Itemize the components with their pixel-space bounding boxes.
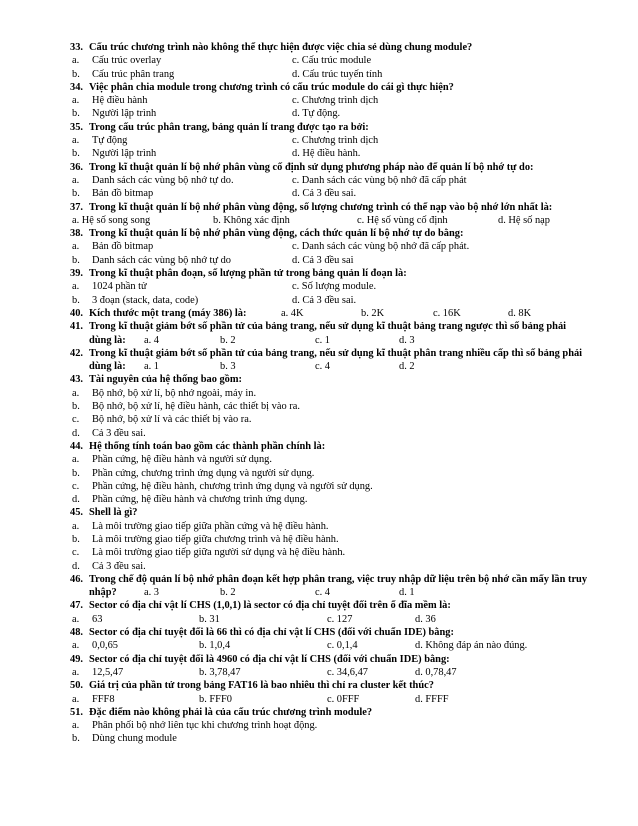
question-heading bbox=[70, 320, 590, 333]
option-text: Tự động bbox=[92, 135, 128, 147]
option-a: a. 1 bbox=[144, 361, 160, 373]
question-text: Trong kĩ thuật giảm bớt số phần tử của bảng trang, nếu sử dụng kĩ thuật phân trang nhiều cấp thì số bảng phải bbox=[89, 347, 583, 359]
option-row bbox=[70, 546, 590, 559]
question-heading bbox=[70, 679, 590, 692]
option-letter: b. bbox=[72, 467, 80, 479]
option-text-right: c. Chương trình dịch bbox=[292, 95, 379, 107]
question-text: Sector có địa chỉ tuyệt đối là 4960 có địa chỉ vật lí CHS (đối với chuẩn IDE) bằng: bbox=[89, 653, 450, 665]
option-text-right: c. Danh sách các vùng bộ nhớ đã cấp phát bbox=[292, 174, 467, 186]
option-row bbox=[70, 54, 590, 67]
option-row bbox=[70, 732, 590, 745]
option-row bbox=[70, 254, 590, 267]
question-text: Cấu trúc chương trình nào không thể thực hiện được việc chia sẻ dùng chung module? bbox=[89, 42, 473, 53]
question-heading bbox=[70, 81, 590, 94]
option-text: Cấu trúc overlay bbox=[92, 55, 162, 67]
option-d: d. 2 bbox=[399, 361, 415, 373]
option-letter: a. bbox=[72, 281, 80, 293]
option-row bbox=[70, 453, 590, 466]
option-part: c. 0,1,4 bbox=[327, 640, 358, 652]
option-text: Người lập trình bbox=[92, 148, 157, 160]
option-letter: a. bbox=[72, 387, 80, 399]
option-row bbox=[70, 613, 590, 626]
option-part: b. 31 bbox=[199, 613, 220, 625]
option-text-right: c. Số lượng module. bbox=[292, 281, 377, 293]
option-letter: a. bbox=[72, 55, 80, 67]
question-item bbox=[70, 307, 590, 320]
option-b: b. Không xác định bbox=[213, 214, 290, 226]
question-item bbox=[70, 573, 590, 600]
option-letter: b. bbox=[72, 188, 80, 200]
question-number: 48. bbox=[70, 627, 83, 639]
option-text: Bộ nhớ, bộ xử lí, hệ điều hành, các thiết bị vào ra. bbox=[92, 401, 300, 413]
option-text-right: d. Tự động. bbox=[292, 108, 341, 120]
option-part: a. bbox=[72, 640, 80, 652]
option-text-right: c. Danh sách các vùng bộ nhớ đã cấp phát. bbox=[292, 241, 470, 253]
option-letter: a. bbox=[72, 95, 80, 107]
option-part: c. 34,6,47 bbox=[327, 666, 368, 678]
question-continuation bbox=[70, 586, 590, 599]
continuation-text: dùng là: bbox=[89, 361, 126, 373]
question-item bbox=[70, 161, 590, 201]
option-row bbox=[70, 214, 590, 227]
option-c: c. 16K bbox=[433, 307, 461, 319]
question-item bbox=[70, 320, 590, 347]
option-row bbox=[70, 68, 590, 81]
option-text: Là môi trường giao tiếp giữa người sử dụng và hệ điều hành. bbox=[92, 547, 346, 559]
question-heading bbox=[70, 573, 590, 586]
option-text: Người lập trình bbox=[92, 108, 157, 120]
question-heading bbox=[70, 626, 590, 639]
question-text: Việc phân chia module trong chương trình có cấu trúc module do cái gì thực hiện? bbox=[89, 81, 454, 93]
option-letter: a. bbox=[72, 174, 80, 186]
question-heading bbox=[70, 227, 590, 240]
option-part: d. 0,78,47 bbox=[415, 666, 457, 678]
question-number: 36. bbox=[70, 161, 83, 173]
option-text-right: d. Hệ điều hành. bbox=[292, 148, 361, 160]
option-text-right: c. Cấu trúc module bbox=[292, 55, 372, 67]
option-row bbox=[70, 94, 590, 107]
question-heading bbox=[70, 653, 590, 666]
option-part: FFF8 bbox=[92, 693, 115, 705]
question-item bbox=[70, 506, 590, 572]
question-number: 42. bbox=[70, 347, 83, 359]
question-number: 33. bbox=[70, 42, 83, 53]
question-item bbox=[70, 201, 590, 228]
question-heading bbox=[70, 121, 590, 134]
option-text: Hệ điều hành bbox=[92, 95, 148, 107]
continuation-text: nhập? bbox=[89, 587, 117, 599]
question-item bbox=[70, 599, 590, 626]
option-d: d. 3 bbox=[399, 334, 415, 346]
question-item bbox=[70, 227, 590, 267]
option-text-right: d. Cả 3 đều sai. bbox=[292, 294, 357, 306]
option-letter: a. bbox=[72, 520, 80, 532]
option-text: Bộ nhớ, bộ xử lí và các thiết bị vào ra. bbox=[92, 414, 252, 426]
option-c: c. 4 bbox=[315, 361, 331, 373]
question-text: Hệ thống tính toán bao gồm các thành phần chính là: bbox=[89, 440, 326, 452]
option-letter: a. bbox=[72, 241, 80, 253]
option-d: d. Hệ số nạp bbox=[498, 214, 550, 226]
question-heading bbox=[70, 347, 590, 360]
option-text: Bộ nhớ, bộ xử lí, bộ nhớ ngoài, máy in. bbox=[92, 387, 257, 399]
option-row bbox=[70, 639, 590, 652]
option-c: c. 1 bbox=[315, 334, 331, 346]
question-heading bbox=[70, 161, 590, 174]
question-text: Trong kĩ thuật quản lí bộ nhớ phân vùng động, số lượng chương trình có thể nạp vào bộ nhớ lớn nhất là: bbox=[89, 201, 553, 213]
option-a: a. 4K bbox=[281, 307, 304, 319]
question-item bbox=[70, 706, 590, 746]
question-heading bbox=[70, 373, 590, 386]
option-row bbox=[70, 147, 590, 160]
option-letter: a. bbox=[72, 135, 80, 147]
question-number: 49. bbox=[70, 653, 83, 665]
option-letter: b. bbox=[72, 148, 80, 160]
question-text: Trong kĩ thuật giảm bớt số phần tử của bảng trang, nếu sử dụng kĩ thuật bảng trang ngược thì số bảng phải bbox=[89, 321, 567, 333]
option-letter: d. bbox=[72, 560, 80, 572]
option-row bbox=[70, 666, 590, 679]
question-item bbox=[70, 267, 590, 307]
option-text: Phần cứng, chương trình ứng dụng và người sử dụng. bbox=[92, 467, 315, 479]
option-row bbox=[70, 560, 590, 573]
question-text: Kích thước một trang (máy 386) là: bbox=[89, 307, 247, 319]
option-letter: d. bbox=[72, 427, 80, 439]
option-row bbox=[70, 467, 590, 480]
option-letter: c. bbox=[72, 414, 80, 426]
question-item bbox=[70, 41, 590, 81]
option-row bbox=[70, 480, 590, 493]
question-item bbox=[70, 347, 590, 374]
option-row bbox=[70, 107, 590, 120]
option-row bbox=[70, 413, 590, 426]
option-row bbox=[70, 187, 590, 200]
question-heading bbox=[70, 440, 590, 453]
option-part: 12,5,47 bbox=[92, 666, 124, 678]
option-text: Bản đồ bitmap bbox=[92, 241, 154, 253]
option-row bbox=[70, 693, 590, 706]
option-row bbox=[70, 280, 590, 293]
question-item bbox=[70, 373, 590, 439]
option-text-right: d. Cả 3 đều sai. bbox=[292, 188, 357, 200]
option-b: b. 2 bbox=[220, 334, 236, 346]
question-number: 50. bbox=[70, 680, 83, 692]
question-text: Trong kĩ thuật phân đoạn, số lượng phần tử trong bảng quản lí đoạn là: bbox=[89, 268, 407, 280]
question-text: Sector có địa chỉ tuyệt đối là 66 thì có địa chỉ vật lí CHS (đối với chuẩn IDE) bằng: bbox=[89, 627, 454, 639]
option-part: a. bbox=[72, 693, 80, 705]
option-text: Phần cứng, hệ điều hành và chương trình ứng dụng. bbox=[92, 494, 308, 506]
option-text: Bản đồ bitmap bbox=[92, 188, 154, 200]
question-text: Giá trị của phần tử trong bảng FAT16 là bao nhiêu thì chỉ ra cluster kết thúc? bbox=[89, 680, 434, 692]
option-part: 63 bbox=[92, 613, 103, 625]
option-part: a. bbox=[72, 613, 80, 625]
option-row bbox=[70, 134, 590, 147]
option-letter: b. bbox=[72, 254, 80, 266]
option-b: b. 3 bbox=[220, 361, 236, 373]
option-c: c. 4 bbox=[315, 587, 331, 599]
option-letter: a. bbox=[72, 454, 80, 466]
option-part: c. 0FFF bbox=[327, 693, 360, 705]
question-text: Trong kĩ thuật quản lí bộ nhớ phân vùng cố định sử dụng phương pháp nào để quản lí bộ nhớ tự do: bbox=[89, 161, 534, 173]
option-text: Phân phối bộ nhớ liên tục khi chương trình hoạt động. bbox=[92, 720, 318, 732]
option-b: b. 2K bbox=[361, 307, 385, 319]
option-text: Cả 3 đều sai. bbox=[92, 427, 146, 439]
question-item bbox=[70, 121, 590, 161]
question-item bbox=[70, 679, 590, 706]
option-row bbox=[70, 387, 590, 400]
option-part: b. FFF0 bbox=[199, 693, 232, 705]
question-heading bbox=[70, 267, 590, 280]
option-letter: b. bbox=[72, 401, 80, 413]
option-text: Cấu trúc phân trang bbox=[92, 68, 175, 80]
option-row bbox=[70, 719, 590, 732]
question-heading bbox=[70, 706, 590, 719]
option-row bbox=[70, 493, 590, 506]
option-letter: b. bbox=[72, 294, 80, 306]
question-text: Sector có địa chỉ vật lí CHS (1,0,1) là sector có địa chỉ tuyệt đối trên ổ đĩa mềm là: bbox=[89, 600, 451, 612]
option-part: b. 3,78,47 bbox=[199, 666, 241, 678]
option-row bbox=[70, 240, 590, 253]
option-text: 1024 phần tử bbox=[92, 281, 147, 293]
question-item bbox=[70, 440, 590, 506]
option-a: a. 4 bbox=[144, 334, 160, 346]
question-text: Đặc điểm nào không phải là của cấu trúc chương trình module? bbox=[89, 706, 373, 718]
option-text: Dùng chung module bbox=[92, 733, 177, 745]
option-letter: b. bbox=[72, 733, 80, 745]
question-number: 38. bbox=[70, 228, 83, 240]
option-b: b. 2 bbox=[220, 587, 236, 599]
option-a: a. 3 bbox=[144, 587, 160, 599]
option-text: Phần cứng, hệ điều hành, chương trình ứng dụng và người sử dụng. bbox=[92, 480, 373, 492]
option-text: Danh sách các vùng bộ nhớ tự do bbox=[92, 254, 231, 266]
question-number: 35. bbox=[70, 121, 83, 133]
question-number: 51. bbox=[70, 706, 83, 718]
option-part: d. 36 bbox=[415, 613, 436, 625]
question-continuation bbox=[70, 360, 590, 373]
question-number: 34. bbox=[70, 81, 83, 93]
option-letter: b. bbox=[72, 108, 80, 120]
option-row bbox=[70, 294, 590, 307]
option-a: a. Hệ số song song bbox=[72, 214, 151, 226]
question-number: 40. bbox=[70, 307, 83, 319]
option-text: Là môi trường giao tiếp giữa chương trình và hệ điều hành. bbox=[92, 533, 339, 545]
option-part: a. bbox=[72, 666, 80, 678]
option-part: c. 127 bbox=[327, 613, 353, 625]
question-number: 47. bbox=[70, 600, 83, 612]
question-heading bbox=[70, 201, 590, 214]
question-text: Trong chế độ quản lí bộ nhớ phân đoạn kết hợp phân trang, việc truy nhập dữ liệu trên bộ nhớ cần mấy lần truy bbox=[89, 573, 588, 585]
option-row bbox=[70, 174, 590, 187]
question-number: 44. bbox=[70, 440, 83, 452]
option-text: 3 đoạn (stack, data, code) bbox=[92, 294, 199, 306]
question-number: 45. bbox=[70, 507, 83, 519]
option-letter: a. bbox=[72, 720, 80, 732]
option-row bbox=[70, 520, 590, 533]
question-heading bbox=[70, 599, 590, 612]
option-text-right: d. Cấu trúc tuyến tính bbox=[292, 68, 383, 80]
question-text: Trong kĩ thuật quản lí bộ nhớ phân vùng động, cách thức quản lí bộ nhớ tự do bằng: bbox=[89, 228, 464, 240]
question-number: 43. bbox=[70, 374, 83, 386]
option-text: Là môi trường giao tiếp giữa phần cứng và hệ điều hành. bbox=[92, 520, 329, 532]
question-text: Trong cấu trúc phân trang, bảng quản lí trang được tạo ra bởi: bbox=[89, 121, 369, 133]
question-number: 46. bbox=[70, 573, 83, 585]
option-row bbox=[70, 427, 590, 440]
option-part: b. 1,0,4 bbox=[199, 640, 231, 652]
question-text: Shell là gì? bbox=[89, 507, 138, 519]
question-heading bbox=[70, 41, 590, 54]
question-number: 39. bbox=[70, 268, 83, 280]
option-part: 0,0,65 bbox=[92, 640, 118, 652]
option-part: d. FFFF bbox=[415, 693, 449, 705]
question-heading bbox=[70, 307, 590, 320]
option-d: d. 1 bbox=[399, 587, 415, 599]
question-item bbox=[70, 653, 590, 680]
option-row bbox=[70, 533, 590, 546]
option-letter: b. bbox=[72, 68, 80, 80]
option-letter: b. bbox=[72, 533, 80, 545]
option-text: Phần cứng, hệ điều hành và người sử dụng. bbox=[92, 454, 272, 466]
option-row bbox=[70, 400, 590, 413]
question-list bbox=[70, 41, 590, 746]
question-continuation bbox=[70, 334, 590, 347]
question-item bbox=[70, 81, 590, 121]
question-heading bbox=[70, 506, 590, 519]
option-letter: c. bbox=[72, 480, 80, 492]
option-c: c. Hệ số vùng cố định bbox=[357, 214, 448, 226]
option-letter: d. bbox=[72, 494, 80, 506]
question-text: Tài nguyên của hệ thống bao gồm: bbox=[89, 374, 242, 386]
option-letter: c. bbox=[72, 547, 80, 559]
continuation-text: dùng là: bbox=[89, 334, 126, 346]
option-d: d. 8K bbox=[508, 307, 532, 319]
option-text-right: d. Cả 3 đều sai bbox=[292, 254, 354, 266]
question-number: 37. bbox=[70, 201, 83, 213]
option-text: Danh sách các vùng bộ nhớ tự do. bbox=[92, 174, 234, 186]
option-part: d. Không đáp án nào đúng. bbox=[415, 640, 528, 652]
question-item bbox=[70, 626, 590, 653]
question-number: 41. bbox=[70, 321, 83, 333]
option-text: Cả 3 đều sai. bbox=[92, 560, 146, 572]
option-text-right: c. Chương trình dịch bbox=[292, 135, 379, 147]
